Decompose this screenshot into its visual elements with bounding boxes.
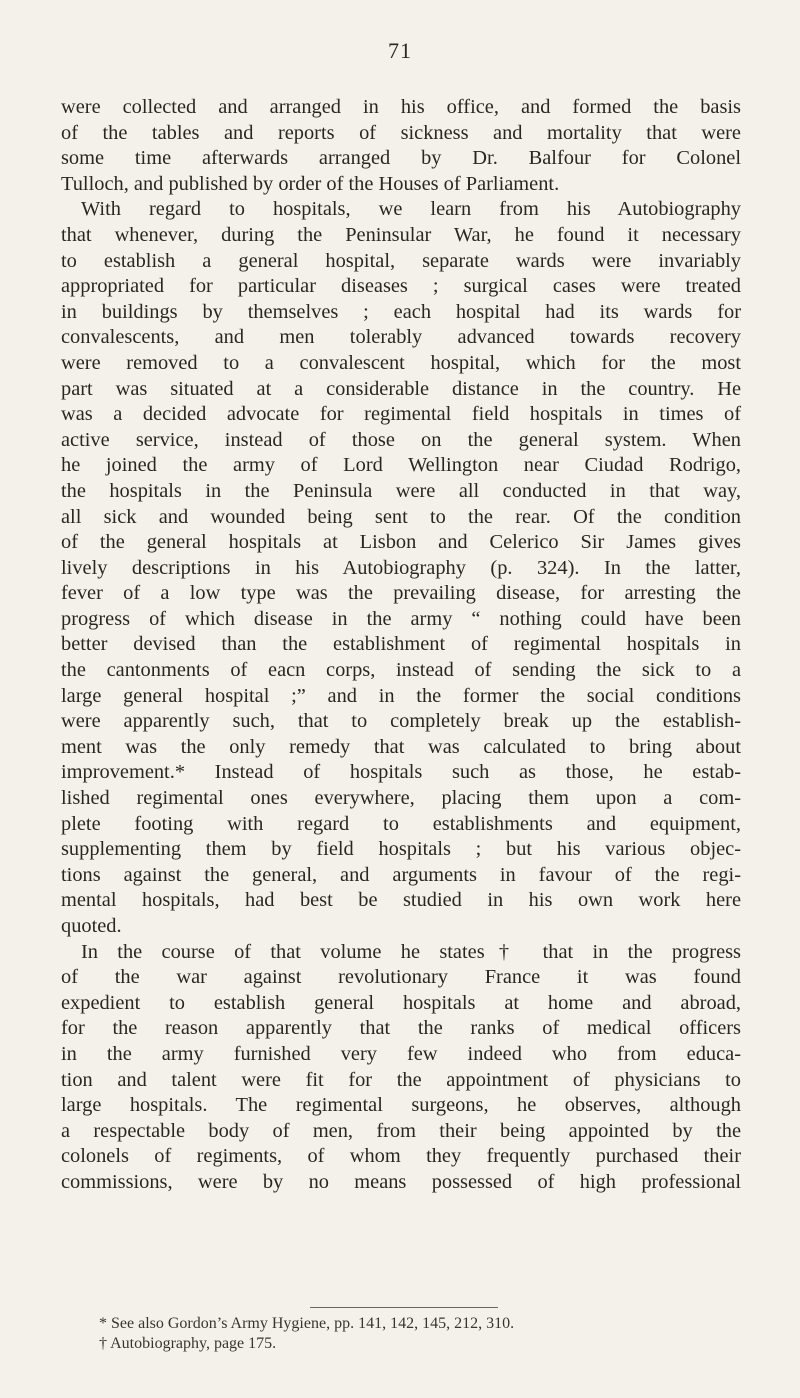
text-line: With regard to hospitals, we learn from his Autobiography	[81, 198, 741, 221]
text-line: were removed to a convalescent hospital, which for the most	[61, 351, 741, 374]
text-line: for the reason apparently that the ranks of medical officers	[61, 1017, 741, 1040]
text-line: of the tables and reports of sickness and mortality that were	[61, 121, 741, 144]
text-line: part was situated at a considerable distance in the country. He	[61, 377, 741, 400]
text-line: commissions, were by no means possessed of high professional	[61, 1170, 741, 1193]
text-line: plete footing with regard to establishments and equipment,	[61, 812, 741, 835]
text-line: he joined the army of Lord Wellington near Ciudad Rodrigo,	[61, 454, 741, 477]
text-line: large general hospital ;” and in the former the social conditions	[61, 684, 741, 707]
text-line: progress of which disease in the army “ nothing could have been	[61, 607, 741, 630]
text-line: were collected and arranged in his office, and formed the basis	[61, 96, 741, 118]
page-number: 71	[388, 38, 412, 63]
text-line: all sick and wounded being sent to the rear. Of the condition	[61, 505, 741, 528]
text-line: supplementing them by field hospitals ; but his various objec-	[61, 838, 741, 861]
text-line: of the war against revolutionary France it was found	[61, 966, 741, 989]
text-line: lively descriptions in his Autobiography (p. 324). In the latter,	[61, 556, 741, 579]
text-line: some time afterwards arranged by Dr. Balfour for Colonel	[61, 147, 741, 170]
text-line: a respectable body of men, from their being appointed by the	[61, 1119, 741, 1142]
text-line: better devised than the establishment of regimental hospitals in	[61, 633, 741, 656]
text-line: In the course of that volume he states† that in the progress	[81, 940, 741, 963]
footnote-1: * See also Gordon’s Army Hygiene, pp. 141, 142, 145, 212, 310.	[99, 1315, 515, 1332]
text-line: lished regimental ones everywhere, placing them upon a com-	[61, 787, 741, 810]
text-line: mental hospitals, had best be studied in his own work here	[61, 889, 741, 912]
text-line: the hospitals in the Peninsula were all conducted in that way,	[61, 479, 741, 502]
text-line: were apparently such, that to completely break up the establish-	[61, 710, 741, 733]
text-line: the cantonments of eacn corps, instead of sending the sick to a	[61, 659, 741, 682]
footnote-2: † Autobiography, page 175.	[99, 1335, 277, 1352]
text-line: large hospitals. The regimental surgeons, he observes, although	[61, 1094, 741, 1117]
text-line: to establish a general hospital, separate wards were invariably	[61, 249, 741, 272]
footnotes	[99, 1314, 699, 1354]
text-line: expedient to establish general hospitals at home and abroad,	[61, 991, 741, 1014]
text-line: Tulloch, and published by order of the Houses of Parliament.	[61, 172, 560, 195]
text-line: convalescents, and men tolerably advanced towards recovery	[61, 326, 741, 349]
text-line: ment was the only remedy that was calculated to bring about	[61, 735, 741, 758]
text-line: tions against the general, and arguments in favour of the regi-	[61, 863, 741, 886]
footnote-rule	[310, 1307, 498, 1308]
text-line: improvement.* Instead of hospitals such as those, he estab-	[61, 761, 741, 784]
text-line: was a decided advocate for regimental field hospitals in times of	[61, 403, 741, 426]
text-line: in the army furnished very few indeed who from educa-	[61, 1042, 741, 1065]
text-line: that whenever, during the Peninsular War, he found it necessary	[61, 223, 741, 246]
text-line: appropriated for particular diseases ; surgical cases were treated	[61, 275, 741, 298]
text-line: tion and talent were fit for the appointment of physicians to	[61, 1068, 741, 1091]
text-line: quoted.	[61, 915, 122, 937]
text-line: in buildings by themselves ; each hospital had its wards for	[61, 300, 741, 323]
text-line: active service, instead of those on the general system. When	[61, 428, 741, 451]
body-text	[61, 95, 741, 1196]
text-line: fever of a low type was the prevailing disease, for arresting the	[61, 582, 741, 605]
text-line: of the general hospitals at Lisbon and Celerico Sir James gives	[61, 531, 741, 554]
text-line: colonels of regiments, of whom they frequently purchased their	[61, 1145, 741, 1168]
